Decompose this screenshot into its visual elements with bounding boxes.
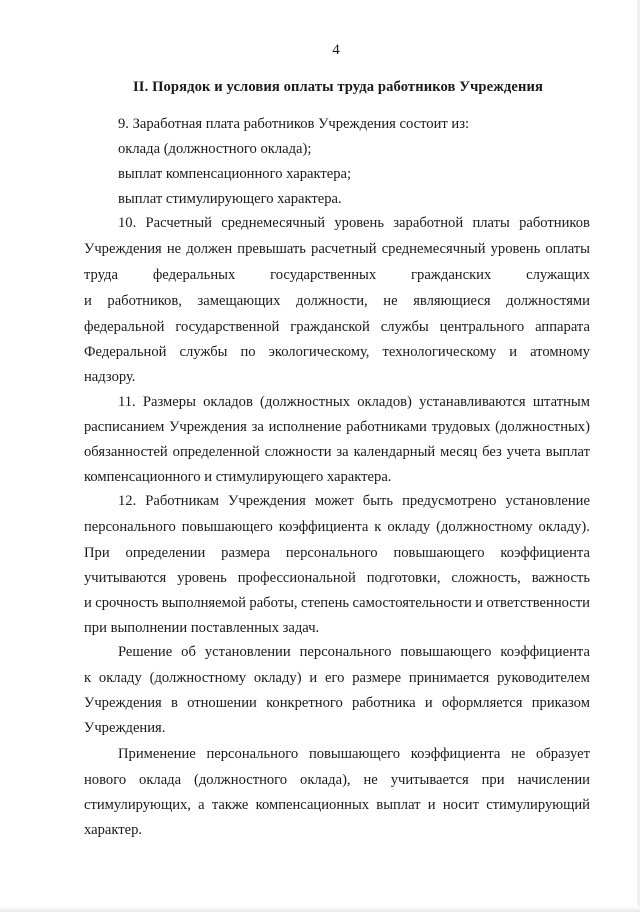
word: государственных [270, 267, 377, 283]
word: не [166, 241, 182, 257]
word: персонального [299, 644, 392, 660]
word: уровень [177, 570, 227, 586]
word: приказом [531, 695, 590, 711]
p12-line-1 [118, 492, 590, 510]
word: расписанием [84, 419, 165, 435]
p12-line-3 [84, 544, 590, 562]
word: стимулирующий [486, 797, 590, 813]
word: принимается [408, 670, 490, 686]
p13-line-4: Учреждения. [84, 720, 166, 736]
scan-bottom-edge [0, 906, 640, 912]
word: службы [380, 319, 429, 335]
word: учитывается [390, 772, 469, 788]
word: окладу) [253, 670, 302, 686]
word: не [511, 746, 526, 762]
p13-line-3 [84, 694, 590, 712]
word: 11. [118, 394, 136, 410]
word: Учреждения [84, 695, 162, 711]
word: расчетный [311, 241, 377, 257]
word: конкретного [266, 695, 343, 711]
p14-line-2 [84, 771, 590, 789]
word: персонального [206, 746, 299, 762]
word: в [170, 695, 178, 711]
word: оклада [139, 772, 182, 788]
word: персонального [285, 545, 378, 561]
word: работника [352, 695, 416, 711]
word: должности, [296, 293, 368, 309]
word: федеральных [152, 267, 236, 283]
word: и [84, 595, 92, 611]
p10-line-4 [84, 292, 590, 310]
word: Применение [118, 746, 196, 762]
word: срочность [95, 595, 159, 611]
word: носит [442, 797, 479, 813]
word: размера [221, 545, 270, 561]
p9-intro: 9. Заработная плата работников Учреждения состоит из: [118, 116, 470, 132]
word: При [84, 545, 110, 561]
word: к [84, 670, 92, 686]
word: коэффициента [278, 519, 369, 535]
word: стимулирующих, [84, 797, 191, 813]
word: отношении [187, 695, 257, 711]
p13-line-2 [84, 669, 590, 687]
word: работы, [249, 595, 298, 611]
word: предусмотрено [402, 493, 497, 509]
word: труда [84, 267, 118, 283]
p10-line-5 [84, 318, 590, 336]
word: повышающего [181, 519, 273, 535]
page-number: 4 [332, 42, 340, 58]
word: Федеральной [84, 344, 167, 360]
word: не [363, 772, 378, 788]
p11-line-2 [84, 418, 590, 436]
word: учитываются [84, 570, 167, 586]
word: и [424, 695, 433, 711]
word: должностями [506, 293, 590, 309]
word: повышающего [400, 644, 492, 660]
word: должен [186, 241, 233, 257]
word: установлении [204, 644, 291, 660]
word: определенной [172, 444, 260, 460]
word: окладов [203, 394, 253, 410]
word: технологическому [382, 344, 497, 360]
word: руководителем [497, 670, 590, 686]
word: по [240, 344, 256, 360]
word: быть [362, 493, 394, 509]
word: и [309, 670, 318, 686]
word: заработной [393, 215, 464, 231]
word: работниками [346, 419, 427, 435]
p10-line-3 [84, 266, 590, 284]
word: служащих [526, 267, 590, 283]
p12-line-6: при выполнении поставленных задач. [84, 620, 320, 636]
word: аппарата [535, 319, 590, 335]
word: и [427, 797, 436, 813]
word: экологическому, [268, 344, 370, 360]
word: повышающего [393, 545, 485, 561]
word: коэффициента [410, 746, 501, 762]
word: (должностных) [495, 419, 590, 435]
word: компенсационных [255, 797, 370, 813]
word: важность [531, 570, 590, 586]
word: государственной [175, 319, 280, 335]
word: (должностному [436, 519, 533, 535]
word: коэффициента [500, 644, 590, 660]
word: атомному [530, 344, 590, 360]
word: Решение [118, 644, 173, 660]
word: штатным [532, 394, 590, 410]
word: образует [536, 746, 590, 762]
p10-line-2 [84, 240, 590, 258]
word: без [482, 444, 502, 460]
p9-item-1: оклада (должностного оклада); [118, 141, 312, 157]
p11-line-4: компенсационного и стимулирующего характера. [84, 469, 392, 485]
p10-line-6 [84, 343, 590, 361]
word: коэффициента [500, 545, 590, 561]
p13-line-1 [118, 643, 590, 661]
word: устанавливаются [419, 394, 526, 410]
p9-item-3: выплат стимулирующего характера. [118, 191, 342, 207]
word: подготовки, [366, 570, 441, 586]
word: (должностных [260, 394, 351, 410]
word: службы [179, 344, 228, 360]
word: начислении [517, 772, 590, 788]
word: обязанностей [84, 444, 168, 460]
word: работников, [107, 293, 182, 309]
word: Работникам [145, 493, 219, 509]
word: среднемесячный [381, 241, 486, 257]
word: не [383, 293, 398, 309]
word: и [475, 595, 484, 611]
word: трудовых [431, 419, 491, 435]
word: гражданских [411, 267, 492, 283]
word: выплат [545, 444, 590, 460]
word: Учреждения [84, 241, 162, 257]
word: гражданской [290, 319, 370, 335]
word: 10. [118, 215, 137, 231]
word: среднемесячный [221, 215, 326, 231]
word: его [325, 670, 345, 686]
word: может [314, 493, 354, 509]
word: уровень [334, 215, 384, 231]
word: за [251, 419, 264, 435]
word: месяц [440, 444, 478, 460]
word: выполняемой [161, 595, 246, 611]
word: ответственности [486, 595, 590, 611]
word: центрального [439, 319, 525, 335]
word: окладу [98, 670, 142, 686]
word: об [181, 644, 196, 660]
word: платы [472, 215, 510, 231]
p14-line-3 [84, 796, 590, 814]
word: учета [506, 444, 541, 460]
p12-line-4 [84, 569, 590, 587]
word: превышать [237, 241, 306, 257]
word: выплат [376, 797, 421, 813]
word: окладов) [357, 394, 412, 410]
word: оформляется [441, 695, 523, 711]
word: за [336, 444, 349, 460]
word: уровень [490, 241, 541, 257]
word: замещающих [197, 293, 281, 309]
word: сложности [264, 444, 332, 460]
word: самостоятельности [352, 595, 472, 611]
word: и [84, 293, 92, 309]
word: профессиональной [237, 570, 356, 586]
word: степень [300, 595, 350, 611]
word: федеральной [84, 319, 165, 335]
word: при [481, 772, 505, 788]
word: окладу). [538, 519, 590, 535]
p9-item-2: выплат компенсационного характера; [118, 166, 352, 182]
word: являющиеся [413, 293, 491, 309]
section-heading: II. Порядок и условия оплаты труда работников Учреждения [133, 79, 543, 95]
word: сложность, [451, 570, 521, 586]
word: Размеры [142, 394, 196, 410]
word: размере [352, 670, 402, 686]
word: оплаты [545, 241, 590, 257]
p11-line-3 [84, 443, 590, 461]
p12-line-5 [84, 594, 590, 612]
word: установление [505, 493, 590, 509]
word: нового [84, 772, 127, 788]
word: 12. [118, 493, 137, 509]
p10-line-1 [118, 214, 590, 232]
word: персонального [84, 519, 176, 535]
word: к [374, 519, 382, 535]
word: Учреждения [169, 419, 247, 435]
word: (должностного [194, 772, 288, 788]
word: Учреждения [228, 493, 306, 509]
word: повышающего [308, 746, 400, 762]
word: а [198, 797, 205, 813]
word: Расчетный [145, 215, 212, 231]
word: календарный [353, 444, 436, 460]
p10-line-7: надзору. [84, 369, 136, 385]
p14-line-4: характер. [84, 822, 143, 838]
word: исполнение [268, 419, 342, 435]
p14-line-1 [118, 745, 590, 763]
word: оклада), [300, 772, 351, 788]
p11-line-1 [118, 393, 590, 411]
word: (должностному [149, 670, 247, 686]
word: и [509, 344, 518, 360]
word: работников [519, 215, 590, 231]
word: определении [125, 545, 206, 561]
word: также [211, 797, 249, 813]
word: окладу [387, 519, 431, 535]
p12-line-2 [84, 518, 590, 536]
